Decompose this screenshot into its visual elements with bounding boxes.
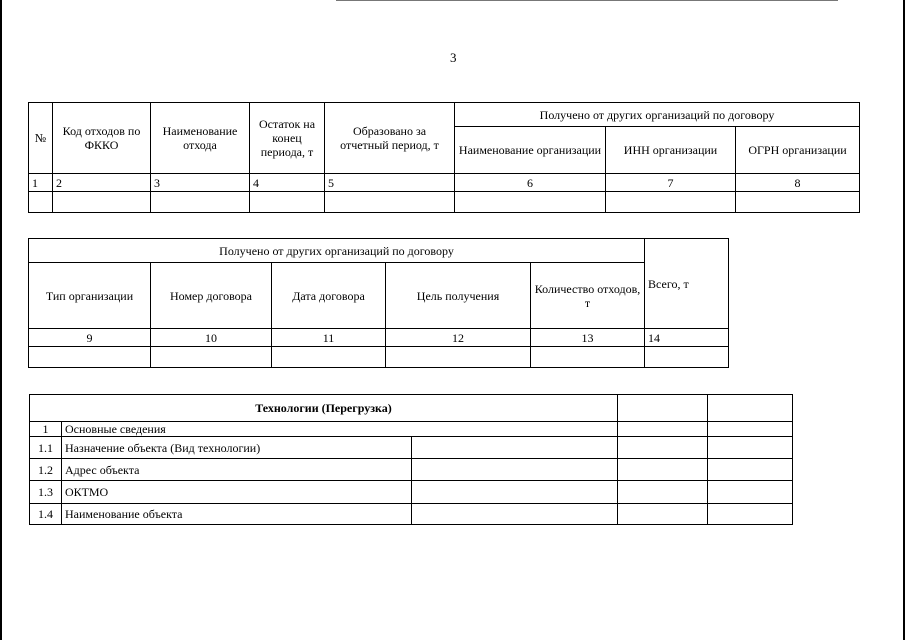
empty-cell <box>250 192 325 213</box>
header-contract-date: Дата договора <box>272 263 386 329</box>
column-number: 9 <box>29 329 151 347</box>
header-quantity: Количество отходов, т <box>531 263 645 329</box>
row-label: Основные сведения <box>62 422 618 437</box>
empty-cell <box>708 437 793 459</box>
column-number: 10 <box>151 329 272 347</box>
empty-cell <box>53 192 151 213</box>
row-number: 1.1 <box>30 437 62 459</box>
empty-cell <box>708 395 793 422</box>
header-purpose: Цель получения <box>386 263 531 329</box>
page-number: 3 <box>450 50 457 65</box>
empty-cell <box>412 459 618 481</box>
header-remainder: Остаток на конец периода, т <box>250 103 325 174</box>
empty-cell <box>618 481 708 504</box>
column-number: 3 <box>151 174 250 192</box>
empty-cell <box>325 192 455 213</box>
empty-cell <box>455 192 606 213</box>
empty-cell <box>412 504 618 525</box>
column-number: 7 <box>606 174 736 192</box>
empty-cell <box>618 395 708 422</box>
column-number: 11 <box>272 329 386 347</box>
table-row <box>30 459 793 481</box>
column-number: 13 <box>531 329 645 347</box>
empty-cell <box>618 437 708 459</box>
empty-cell <box>151 192 250 213</box>
table-row <box>29 192 860 213</box>
row-label: Наименование объекта <box>62 504 412 525</box>
header-inn: ИНН организации <box>606 127 736 174</box>
header-org-type: Тип организации <box>29 263 151 329</box>
empty-cell <box>412 437 618 459</box>
empty-cell <box>618 504 708 525</box>
empty-cell <box>736 192 860 213</box>
header-no: № <box>29 103 53 174</box>
row-label: Назначение объекта (Вид технологии) <box>62 437 412 459</box>
empty-cell <box>708 481 793 504</box>
row-label: Адрес объекта <box>62 459 412 481</box>
row-number: 1 <box>30 422 62 437</box>
row-label: ОКТМО <box>62 481 412 504</box>
empty-cell <box>618 459 708 481</box>
table-row <box>30 437 793 459</box>
column-number: 14 <box>645 329 729 347</box>
empty-cell <box>386 347 531 368</box>
waste-table-part-2 <box>28 238 729 368</box>
technologies-title: Технологии (Перегрузка) <box>30 395 618 422</box>
row-number: 1.3 <box>30 481 62 504</box>
column-number: 4 <box>250 174 325 192</box>
empty-cell <box>29 347 151 368</box>
table-row <box>30 422 793 437</box>
empty-cell <box>708 422 793 437</box>
row-number: 1.4 <box>30 504 62 525</box>
row-number: 1.2 <box>30 459 62 481</box>
technologies-table <box>29 394 793 525</box>
header-fkko-code: Код отходов по ФККО <box>53 103 151 174</box>
table-row <box>29 347 729 368</box>
table-row <box>30 504 793 525</box>
empty-cell <box>531 347 645 368</box>
column-number: 12 <box>386 329 531 347</box>
header-contract-number: Номер договора <box>151 263 272 329</box>
empty-cell <box>272 347 386 368</box>
empty-cell <box>151 347 272 368</box>
empty-cell <box>708 459 793 481</box>
column-number: 1 <box>29 174 53 192</box>
empty-cell <box>606 192 736 213</box>
header-org-name: Наименование организации <box>455 127 606 174</box>
column-number: 5 <box>325 174 455 192</box>
header-received-group: Получено от других организаций по договору <box>455 103 860 127</box>
column-number: 2 <box>53 174 151 192</box>
column-number: 8 <box>736 174 860 192</box>
header-ogrn: ОГРН организации <box>736 127 860 174</box>
empty-cell <box>618 422 708 437</box>
empty-cell <box>29 192 53 213</box>
header-waste-name: Наименование отхода <box>151 103 250 174</box>
waste-table-part-1 <box>28 102 860 213</box>
page-left-border <box>0 0 2 640</box>
column-number: 6 <box>455 174 606 192</box>
empty-cell <box>708 504 793 525</box>
empty-cell <box>645 347 729 368</box>
header-total: Всего, т <box>645 239 729 329</box>
header-formed: Образовано за отчетный период, т <box>325 103 455 174</box>
header-received-group: Получено от других организаций по договору <box>29 239 645 263</box>
top-rule <box>336 0 838 1</box>
table-row <box>30 481 793 504</box>
empty-cell <box>412 481 618 504</box>
